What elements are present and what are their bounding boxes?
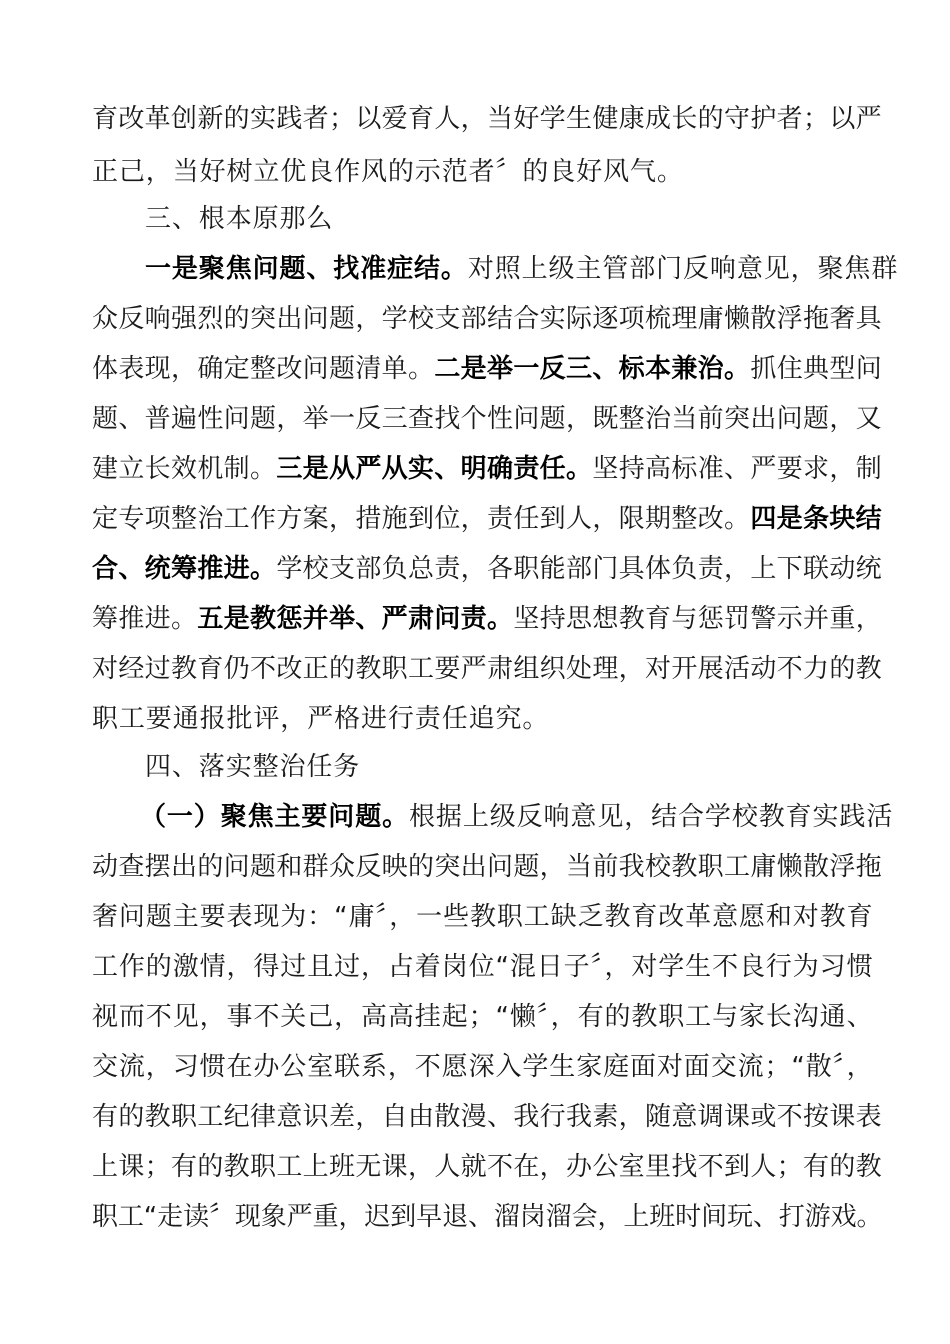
body-line bbox=[92, 1151, 882, 1183]
text-run: 体表现，确定整改问题清单。 bbox=[92, 354, 435, 384]
body-line bbox=[92, 851, 882, 883]
text-run: 职工要通报批评，严格进行责任追究。 bbox=[92, 704, 550, 734]
text-run: 对经过教育仍不改正的教职工要严肃组织处理，对开展活动不力的教 bbox=[92, 654, 883, 684]
body-line bbox=[92, 1001, 882, 1033]
body-line bbox=[92, 1201, 882, 1233]
text-run: 动查摆出的问题和群众反映的突出问题，当前我校教职工庸懒散浮拖 bbox=[92, 852, 883, 882]
body-line bbox=[92, 901, 882, 933]
text-run: 奢问题主要表现为：“庸〞，一些教职工缺乏教育改革意愿和对教育 bbox=[92, 902, 874, 932]
text-run: 上课；有的教职工上班无课，人就不在，办公室里找不到人；有的教 bbox=[92, 1152, 883, 1182]
text-run: 坚持高标准、严要求，制 bbox=[592, 454, 883, 484]
body-line bbox=[145, 253, 935, 285]
section-heading bbox=[145, 751, 935, 783]
bold-run: 四是条块结 bbox=[750, 504, 883, 534]
section-heading bbox=[145, 203, 935, 235]
bold-run: 三是从严从实、明确责任。 bbox=[276, 454, 593, 484]
text-run: 正己，当好树立优良作风的示范者〞的良好风气。 bbox=[92, 157, 684, 187]
bold-run: （一）聚焦主要问题。 bbox=[140, 802, 410, 832]
body-line bbox=[92, 403, 882, 435]
text-run: 定专项整治工作方案，措施到位，责任到人，限期整改。 bbox=[92, 504, 751, 534]
body-line bbox=[92, 603, 882, 635]
text-run: 众反响强烈的突出问题，学校支部结合实际逐项梳理庸懒散浮拖奢具 bbox=[92, 304, 883, 334]
text-run: 工作的激情，得过且过，占着岗位“混日子〞，对学生不良行为习惯 bbox=[92, 952, 874, 982]
bold-run: 二是举一反三、标本兼治。 bbox=[434, 354, 751, 384]
text-run: 育改革创新的实践者；以爱育人，当好学生健康成长的守护者；以严 bbox=[92, 104, 883, 134]
body-line bbox=[140, 801, 930, 833]
text-run: 学校支部负总责，各职能部门具体负责，上下联动统 bbox=[276, 554, 883, 584]
text-run: 有的教职工纪律意识差，自由散漫、我行我素，随意调课或不按课表 bbox=[92, 1102, 883, 1132]
body-line bbox=[92, 653, 882, 685]
text-run: 坚持思想教育与惩罚警示并重， bbox=[513, 604, 883, 634]
text-run: 三、根本原那么 bbox=[145, 204, 334, 234]
body-line bbox=[92, 353, 882, 385]
text-run: 筹推进。 bbox=[92, 604, 198, 634]
text-run: 抓住典型问 bbox=[750, 354, 883, 384]
text-run: 四、落实整治任务 bbox=[145, 752, 361, 782]
body-line bbox=[92, 453, 882, 485]
text-run: 职工“走读〞现象严重，迟到早退、溜岗溜会，上班时间玩、打游戏。 bbox=[92, 1202, 883, 1232]
text-run: 交流，习惯在办公室联系，不愿深入学生家庭面对面交流；“散〞， bbox=[92, 1052, 874, 1082]
bold-run: 合、统筹推进。 bbox=[92, 554, 277, 584]
body-line bbox=[92, 1051, 882, 1083]
body-line bbox=[92, 951, 882, 983]
body-line bbox=[92, 503, 882, 535]
text-run: 对照上级主管部门反响意见，聚焦群 bbox=[467, 254, 899, 284]
text-run: 建立长效机制。 bbox=[92, 454, 277, 484]
text-run: 题、普遍性问题，举一反三查找个性问题，既整治当前突出问题，又 bbox=[92, 404, 883, 434]
text-run: 根据上级反响意见，结合学校教育实践活 bbox=[409, 802, 894, 832]
body-line bbox=[92, 303, 882, 335]
text-run: 视而不见，事不关己，高高挂起；“懒〞，有的教职工与家长沟通、 bbox=[92, 1002, 874, 1032]
bold-run: 五是教惩并举、严肃问责。 bbox=[197, 604, 514, 634]
bold-run: 一是聚焦问题、找准症结。 bbox=[145, 254, 468, 284]
body-line bbox=[92, 703, 882, 735]
body-line bbox=[92, 156, 882, 188]
body-line bbox=[92, 553, 882, 585]
body-line bbox=[92, 1101, 882, 1133]
body-line bbox=[92, 103, 882, 135]
